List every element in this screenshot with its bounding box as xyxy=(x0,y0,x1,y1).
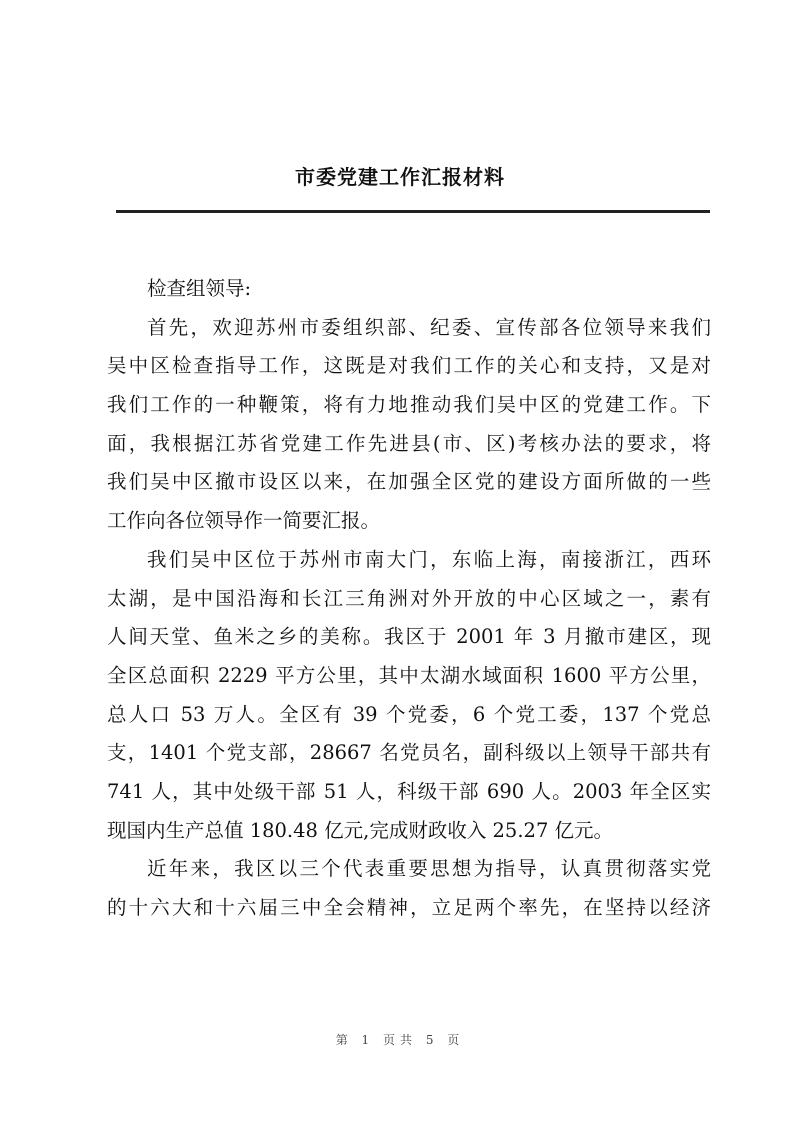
paragraph-line: 近年来，我区以三个代表重要思想为指导，认真贯彻落实党 xyxy=(147,857,711,881)
paragraph-line: 检查组领导: xyxy=(147,277,252,300)
paragraph-line: 741 人，其中处级干部 51 人，科级干部 690 人。2003 年全区实 xyxy=(107,779,711,803)
paragraph-line: 太湖，是中国沿海和长江三角洲对外开放的中心区域之一，素有 xyxy=(107,586,711,610)
paragraph-line: 总人口 53 万人。全区有 39 个党委，6 个党工委，137 个党总 xyxy=(107,702,711,726)
paragraph-line: 人间天堂、鱼米之乡的美称。我区于 2001 年 3 月撤市建区，现 xyxy=(107,625,711,649)
document-title: 市委党建工作汇报材料 xyxy=(295,165,505,189)
paragraph-line: 我们吴中区位于苏州市南大门，东临上海，南接浙江，西环 xyxy=(147,547,711,571)
paragraph-line: 吴中区检查指导工作，这既是对我们工作的关心和支持，又是对 xyxy=(107,354,711,378)
paragraph-line: 我们吴中区撤市设区以来，在加强全区党的建设方面所做的一些 xyxy=(107,470,711,494)
page-number-footer: 第 1 页共 5 页 xyxy=(335,1033,465,1047)
paragraph-line: 支，1401 个党支部，28667 名党员名，副科级以上领导干部共有 xyxy=(107,741,711,765)
paragraph-line: 工作向各位领导作一简要汇报。 xyxy=(107,509,381,533)
title-underline xyxy=(116,210,710,213)
paragraph-line: 我们工作的一种鞭策，将有力地推动我们吴中区的党建工作。下 xyxy=(107,393,711,417)
paragraph-line: 首先，欢迎苏州市委组织部、纪委、宣传部各位领导来我们 xyxy=(147,315,711,339)
paragraph-line: 面，我根据江苏省党建工作先进县(市、区)考核办法的要求，将 xyxy=(107,431,711,455)
document-body xyxy=(107,270,711,928)
paragraph-line: 全区总面积 2229 平方公里，其中太湖水域面积 1600 平方公里， xyxy=(107,663,711,687)
paragraph-line: 现国内生产总值 180.48 亿元,完成财政收入 25.27 亿元。 xyxy=(107,818,614,842)
paragraph-line: 的十六大和十六届三中全会精神，立足两个率先，在坚持以经济 xyxy=(107,896,711,919)
